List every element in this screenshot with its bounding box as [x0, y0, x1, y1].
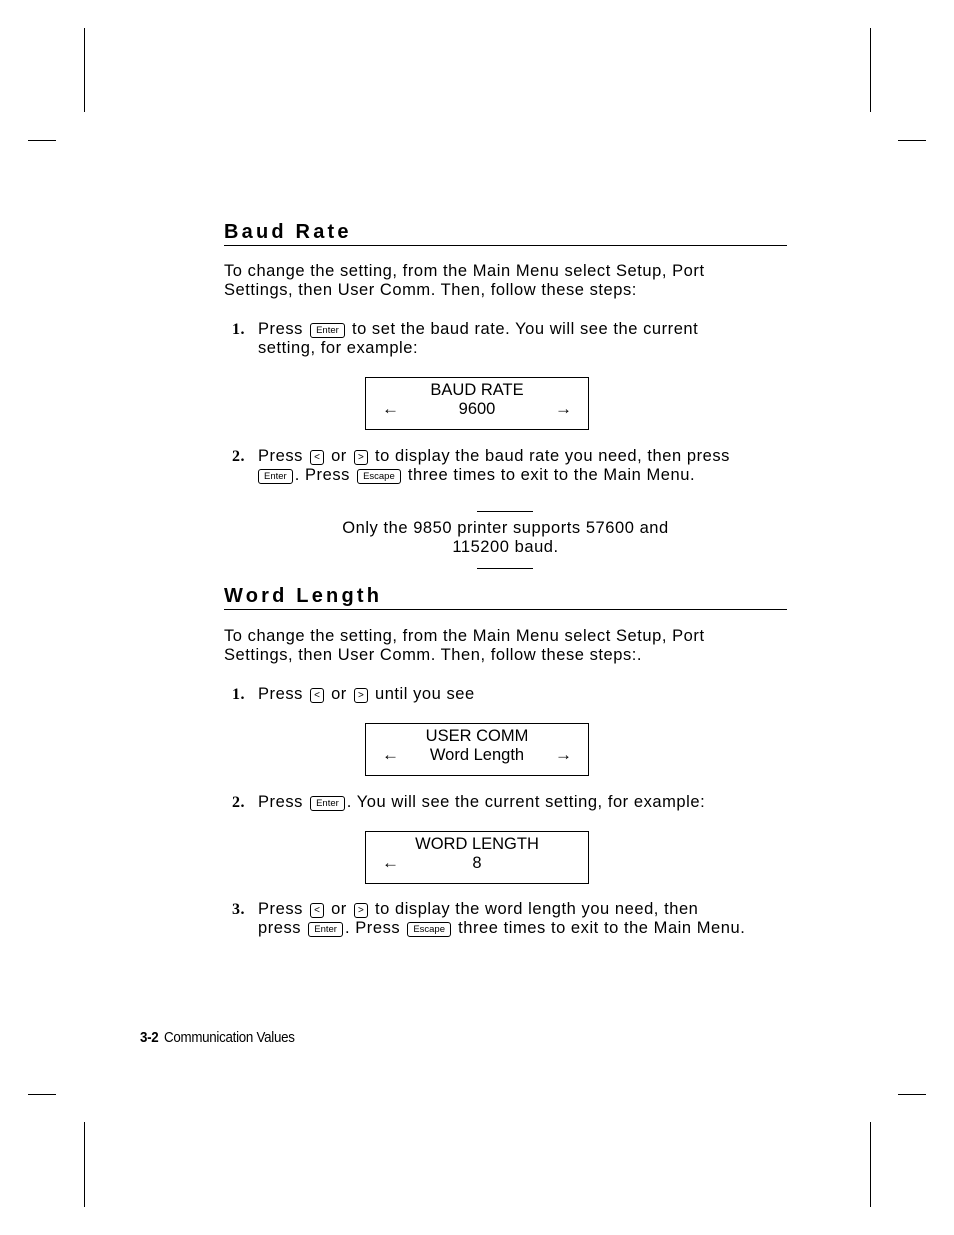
step-3 — [224, 900, 799, 938]
section-heading-word-length: Word Length — [224, 585, 787, 610]
lcd-line-1: BAUD RATE — [430, 381, 524, 399]
crop-mark — [898, 140, 926, 141]
enter-key-icon: Enter — [308, 922, 343, 937]
right-arrow-icon: → — [555, 399, 572, 418]
note-rule-bottom — [477, 568, 533, 569]
step-number: 2. — [232, 448, 246, 465]
step-text: until you see — [374, 685, 475, 703]
lcd-line-2: Word Length — [429, 746, 525, 764]
enter-key-icon: Enter — [258, 469, 293, 484]
step-text: Press — [258, 793, 303, 811]
left-arrow-icon: ← — [382, 853, 399, 872]
step-text: . Press — [344, 919, 401, 937]
intro-paragraph — [224, 627, 784, 665]
lcd-line-1: WORD LENGTH — [415, 835, 539, 853]
step-text: or — [331, 447, 347, 465]
step-number: 1. — [232, 686, 246, 703]
note-line: 115200 baud. — [452, 538, 559, 556]
right-key-icon: > — [354, 688, 368, 703]
intro-line: Settings, then User Comm. Then, follow these steps:. — [224, 646, 643, 664]
intro-line: Settings, then User Comm. Then, follow these steps: — [224, 281, 637, 299]
intro-paragraph — [224, 262, 784, 300]
step-text: to set the baud rate. You will see the current — [351, 320, 699, 338]
note-rule-top — [477, 511, 533, 512]
note-line: Only the 9850 printer supports 57600 and — [342, 519, 669, 537]
right-arrow-icon: → — [555, 745, 572, 764]
step-text: three times to exit to the Main Menu. — [458, 919, 746, 937]
step-text: or — [331, 900, 347, 918]
lcd-display-baud-rate — [365, 377, 589, 430]
step-text: three times to exit to the Main Menu. — [407, 466, 696, 484]
right-key-icon: > — [354, 903, 368, 918]
step-text: Press — [258, 447, 303, 465]
step-text: Press — [258, 685, 303, 703]
left-arrow-icon: ← — [382, 399, 399, 418]
lcd-line-1: USER COMM — [425, 727, 529, 745]
enter-key-icon: Enter — [310, 323, 345, 338]
intro-line: To change the setting, from the Main Menu select Setup, Port — [224, 627, 705, 645]
crop-mark — [84, 1122, 85, 1207]
step-text: press — [258, 919, 302, 937]
left-key-icon: < — [310, 450, 324, 465]
step-text: or — [331, 685, 347, 703]
lcd-line-2: 8 — [472, 854, 482, 872]
enter-key-icon: Enter — [310, 796, 345, 811]
step-text: to display the baud rate you need, then press — [374, 447, 730, 465]
step-text: Press — [258, 900, 303, 918]
section-heading-baud-rate: Baud Rate — [224, 221, 787, 246]
crop-mark — [870, 28, 871, 112]
right-key-icon: > — [354, 450, 368, 465]
intro-line: To change the setting, from the Main Menu select Setup, Port — [224, 262, 705, 280]
step-text: . Press — [294, 466, 350, 484]
left-key-icon: < — [310, 903, 324, 918]
crop-mark — [28, 1094, 56, 1095]
crop-mark — [870, 1122, 871, 1207]
step-1 — [224, 320, 799, 358]
lcd-display-user-comm — [365, 723, 589, 776]
step-text: Press — [258, 320, 303, 338]
step-2 — [224, 447, 799, 485]
crop-mark — [898, 1094, 926, 1095]
step-text: to display the word length you need, then — [374, 900, 699, 918]
chapter-title: Communication Values — [163, 1030, 295, 1046]
step-1 — [224, 685, 799, 704]
lcd-line-2: 9600 — [458, 400, 496, 418]
page-footer — [140, 1030, 295, 1046]
step-number: 3. — [232, 901, 246, 918]
escape-key-icon: Escape — [407, 922, 451, 937]
lcd-display-word-length — [365, 831, 589, 884]
step-text: . You will see the current setting, for example: — [346, 793, 706, 811]
crop-mark — [28, 140, 56, 141]
step-2 — [224, 793, 799, 812]
crop-mark — [84, 28, 85, 112]
step-number: 2. — [232, 794, 246, 811]
step-text: setting, for example: — [258, 339, 419, 357]
page-number: 3-2 — [140, 1030, 159, 1046]
note — [224, 519, 787, 557]
left-arrow-icon: ← — [382, 745, 399, 764]
escape-key-icon: Escape — [357, 469, 401, 484]
step-number: 1. — [232, 321, 246, 338]
left-key-icon: < — [310, 688, 324, 703]
